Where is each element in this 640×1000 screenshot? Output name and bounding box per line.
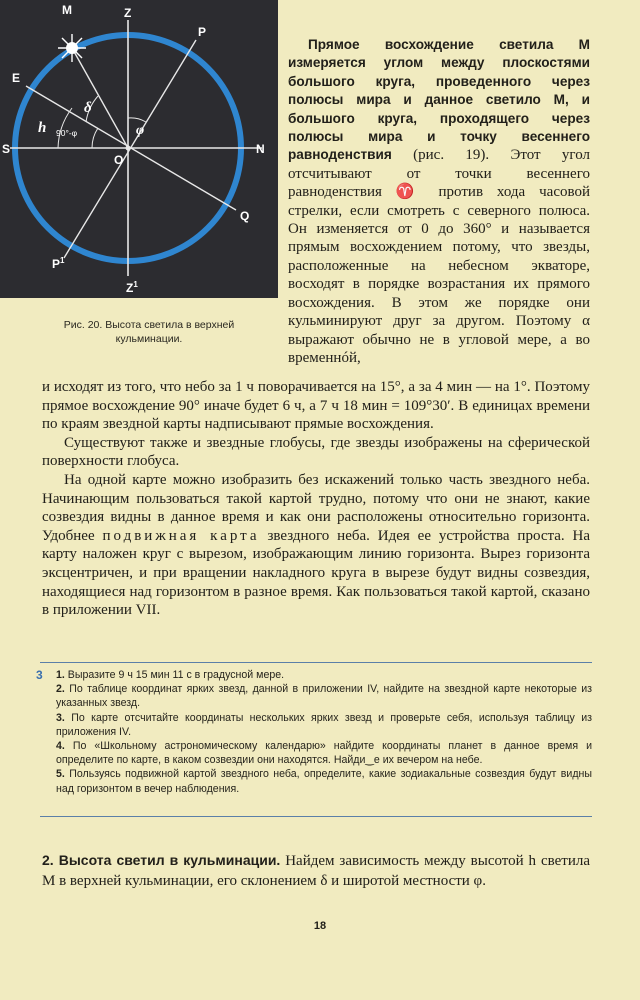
exercise-item: 4. По «Школьному астрономическому календарю» найдите координаты планет в данное время и определите по карте, в каком созвездии они находятся. Найди‿е их вечером на небе. [56,740,592,767]
section-2-paragraph [42,850,590,891]
celestial-sphere-diagram [0,0,278,298]
section-2 [42,850,590,891]
page-number: 18 [313,920,327,932]
definition-bold: Прямое восхождение светила M измеряется углом между плоскостями большого круга, проведенного через полюсы мира и данное светило M, и большого круга, проходящего через полюсы мира и точку весеннего равноденствия [288,37,590,163]
moving-map-text-b: звездного неба. Идея ее устройства проста. На карту наложен круг с вырезом, изображающим линию горизонта. Вырез горизонта эксцентричен, и при вращении накладного круга в вырезе будут видны созвездия, находящиеся над горизонтом в разное время. Как пользоваться такой картой, сказано в приложении VII. [42,527,590,619]
exercise-number: 3 [36,668,43,682]
label-Q: Q [240,209,250,223]
section-2-title: 2. Высота светил в кульминации. [42,852,281,868]
section-2-text: Найдем зависимость между высотой h светила M в верхней кульминации, его склонением δ и широтой местности φ. [42,853,590,889]
paragraph-continuation: и исходят из того, что небо за 1 ч поворачивается на 15°, а за 4 мин — на 1°. Поэтому прямое восхождение 90° иначе будет 6 ч, а 7 ч 18 мин = 109°30′. В единицах времени по краям звездной карты надписывают прямые восхождения. [42,379,590,433]
full-width-text [42,378,590,620]
exercise-item: 1. Выразите 9 ч 15 мин 11 с в градусной мере. [56,669,285,681]
label-P1: $P^1$ [52,256,65,271]
label-phi: φ [136,123,145,138]
exercise-list [56,668,592,796]
exercise-block [36,668,592,796]
label-N: N [256,142,265,156]
paragraph-right-ascension [288,36,590,367]
caption-line-1: Рис. 20. Высота светила в верхней [63,319,235,331]
exercise-item: 2. По таблице координат ярких звезд, данной в приложении IV, найдите на звездной карте некоторые из указанных звезд. [56,683,592,710]
label-P: P [198,25,207,39]
label-Z1: $Z^1$ [126,280,138,295]
figure-caption [40,318,258,346]
label-delta: δ [84,100,92,116]
figure-altitude-diagram [0,0,278,298]
label-O: O [114,153,124,167]
divider-bottom [40,816,592,817]
star-icon [58,34,86,62]
label-90-minus-phi: 90°-φ [56,128,78,138]
label-M: M [62,3,72,17]
moving-map-term: подвижная карта [102,527,260,544]
label-S: S [2,142,11,156]
label-h: h [38,120,47,136]
exercise-item: 5. Пользуясь подвижной картой звездного неба, определите, какие зодиакальные созвездия будут видны над горизонтом в вечер наблюдения. [56,768,592,795]
definition-regular: (рис. 19). Этот угол отсчитывают от точки весеннего равноденствия ♈ против хода часовой стрелки, если смотреть с северного полюса. Он изменяется от 0 до 360° и называется прямым восхождением потому, что звезды, расположенные на небесном экваторе, восходят в порядке возрастания их прямого восхождения. В этом же порядке они кульминируют друг за другом. Поэтому α выражают обычно не в угловой мере, а во временнóй, [288,147,590,366]
divider-top [40,662,592,663]
paragraph-globes: Существуют также и звездные глобусы, где звезды изображены на сферической поверхности глобуса. [42,434,590,470]
moving-map-text-a: На одной карте можно изобразить без искажений только часть звездного неба. Начинающим пользоваться такой картой трудно, потому что они не знают, какие созвездия видны в данное время и как они расположены относительно горизонта. Удобнее [42,471,590,544]
right-column-text [288,36,590,367]
paragraph-moving-map [42,471,590,620]
label-Z: Z [124,6,132,20]
center-point [126,146,131,151]
exercise-item: 3. По карте отсчитайте координаты нескольких ярких звезд и проверьте себя, используя таблицу из приложения IV. [56,711,592,738]
label-E: E [12,71,21,85]
caption-line-2: кульминации. [115,333,183,345]
